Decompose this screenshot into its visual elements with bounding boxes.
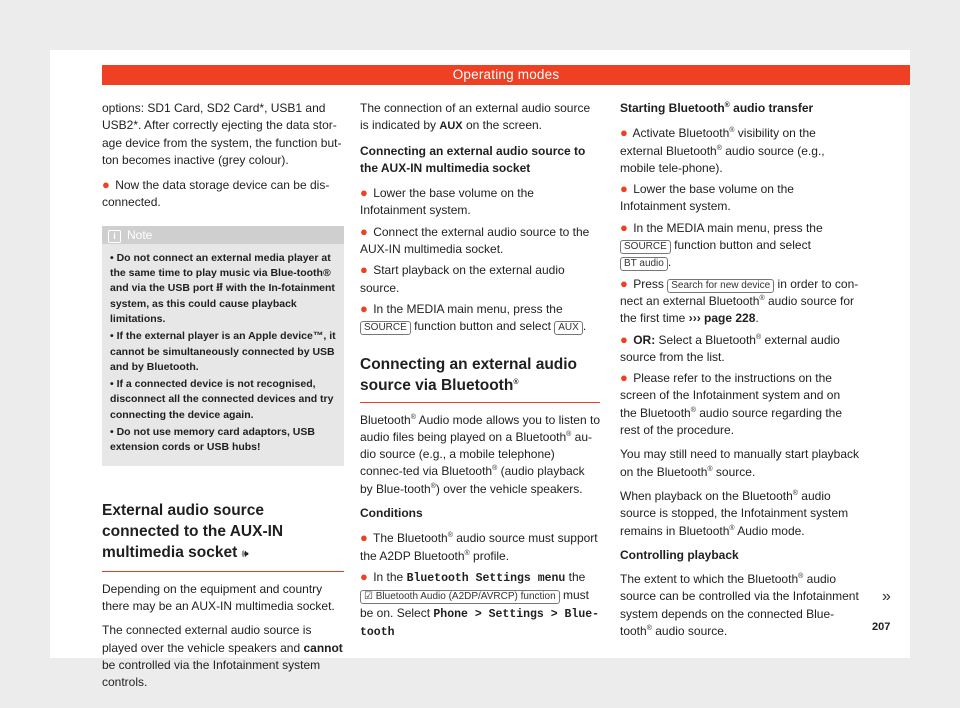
note-header — [102, 226, 344, 244]
source-button-label: SOURCE — [360, 321, 411, 335]
paragraph: When playback on the Bluetooth® audio source is stopped, the Infotainment system remains in Bluetooth® Audio mode. — [620, 488, 849, 538]
bullet-icon: ● — [102, 177, 110, 193]
subheading: Controlling playback — [620, 547, 739, 562]
page-header: Operating modes — [102, 65, 910, 85]
bullet-item: ● Please refer to the instructions on the screen of the Infotainment system and on the Bluetooth® audio source regarding the rest of the procedure. — [620, 370, 843, 438]
page-number: 207 — [872, 621, 891, 633]
aux-indicator: AUX — [439, 120, 463, 133]
column-1 — [102, 100, 344, 698]
bullet-item: ● Connect the external audio source to the AUX-IN multimedia socket. — [360, 223, 590, 257]
note-item: • If a connected device is not recognised, disconnect all the connected devices and try connecting the device again. — [110, 378, 334, 421]
note-item: • Do not connect an external media player at the same time to play music via Blue-tooth® and via the USB port ⭿ with the In-fotainment system, as this could cause playback limitations. — [110, 251, 335, 325]
speaker-icon: 🕪 — [241, 547, 249, 560]
note-item: • Do not use memory card adaptors, USB extension cords or USB hubs! — [110, 426, 315, 454]
paragraph: The extent to which the Bluetooth® audio source can be controlled via the Infotainment system depends on the connected Blue-tooth® audio source. — [620, 572, 859, 639]
section-heading-aux: External audio source connected to the AUX-IN multimedia socket 🕪 — [102, 500, 344, 572]
note-box — [102, 226, 344, 466]
bullet-item: ● Lower the base volume on the Infotainment system. — [620, 181, 794, 214]
search-new-device-button-label: Search for new device — [667, 279, 774, 293]
manual-page — [50, 50, 910, 690]
info-icon: i — [108, 230, 121, 243]
bullet-item: ● In the MEDIA main menu, press the SOURCE function button and select BT audio . — [620, 219, 823, 270]
column-3 — [620, 100, 860, 647]
bullet-item: ● Now the data storage device can be dis-connected. — [102, 177, 330, 210]
source-button-label: SOURCE — [620, 240, 671, 254]
subheading: Connecting an external audio source to the AUX-IN multimedia socket — [360, 143, 586, 175]
section-heading-bluetooth: Connecting an external audio source via Bluetooth® — [360, 354, 600, 403]
note-body — [102, 244, 344, 466]
paragraph: options: SD1 Card, SD2 Card*, USB1 and USB2*. After correctly ejecting the data stor-age device from the system, the function but-ton becomes inactive (grey colour). — [102, 101, 342, 167]
note-item: • If the external player is an Apple device™, it cannot be simultaneously connected by USB and by Bluetooth. — [110, 330, 336, 373]
bullet-item: ● Activate Bluetooth® visibility on the external Bluetooth® audio source (e.g., mobile tele-phone). — [620, 125, 825, 175]
paragraph: Bluetooth® Audio mode allows you to listen to audio files being played on a Bluetooth® au-dio source (e.g., a mobile telephone) connec-ted via Bluetooth® (audio playback by Blue-tooth®) over the vehicle speakers. — [360, 412, 600, 496]
column-2 — [360, 100, 600, 644]
note-title: Note — [127, 227, 153, 242]
bullet-item: ● OR: Select a Bluetooth® external audio source from the list. — [620, 331, 840, 364]
paragraph: The connection of an external audio source is indicated by AUX on the screen. — [360, 101, 591, 133]
paragraph: The connected external audio source is played over the vehicle speakers and cannot be controlled via the Infotainment system controls. — [102, 623, 343, 690]
bullet-item: ● Lower the base volume on the Infotainment system. — [360, 185, 534, 218]
paragraph: Depending on the equipment and country there may be an AUX-IN multimedia socket. — [102, 581, 335, 613]
bullet-item: ● In the MEDIA main menu, press the SOURCE function button and select AUX . — [360, 300, 587, 334]
bullet-item: ● Start playback on the external audio source. — [360, 262, 565, 295]
bt-audio-button-label: BT audio — [620, 257, 668, 271]
continue-arrow-icon: » — [882, 588, 891, 605]
bluetooth-audio-function-label: ☑ Bluetooth Audio (A2DP/AVRCP) function — [360, 590, 560, 604]
aux-button-label: AUX — [554, 321, 583, 335]
subheading: Starting Bluetooth® audio transfer — [620, 101, 814, 115]
subheading: Conditions — [360, 506, 423, 521]
page-reference: ››› page 228 — [688, 311, 756, 326]
bullet-item: ● The Bluetooth® audio source must support the A2DP Bluetooth® profile. — [360, 530, 598, 563]
paragraph: You may still need to manually start playback on the Bluetooth® source. — [620, 447, 860, 479]
bullet-item: ● In the Bluetooth Settings menu the ☑ Bluetooth Audio (A2DP/AVRCP) function must be on. Select Phone > Settings > Blue-tooth — [360, 568, 600, 639]
bullet-item: ● Press Search for new device in order to con-nect an external Bluetooth® audio source for the first time ››› page 228. — [620, 275, 859, 326]
